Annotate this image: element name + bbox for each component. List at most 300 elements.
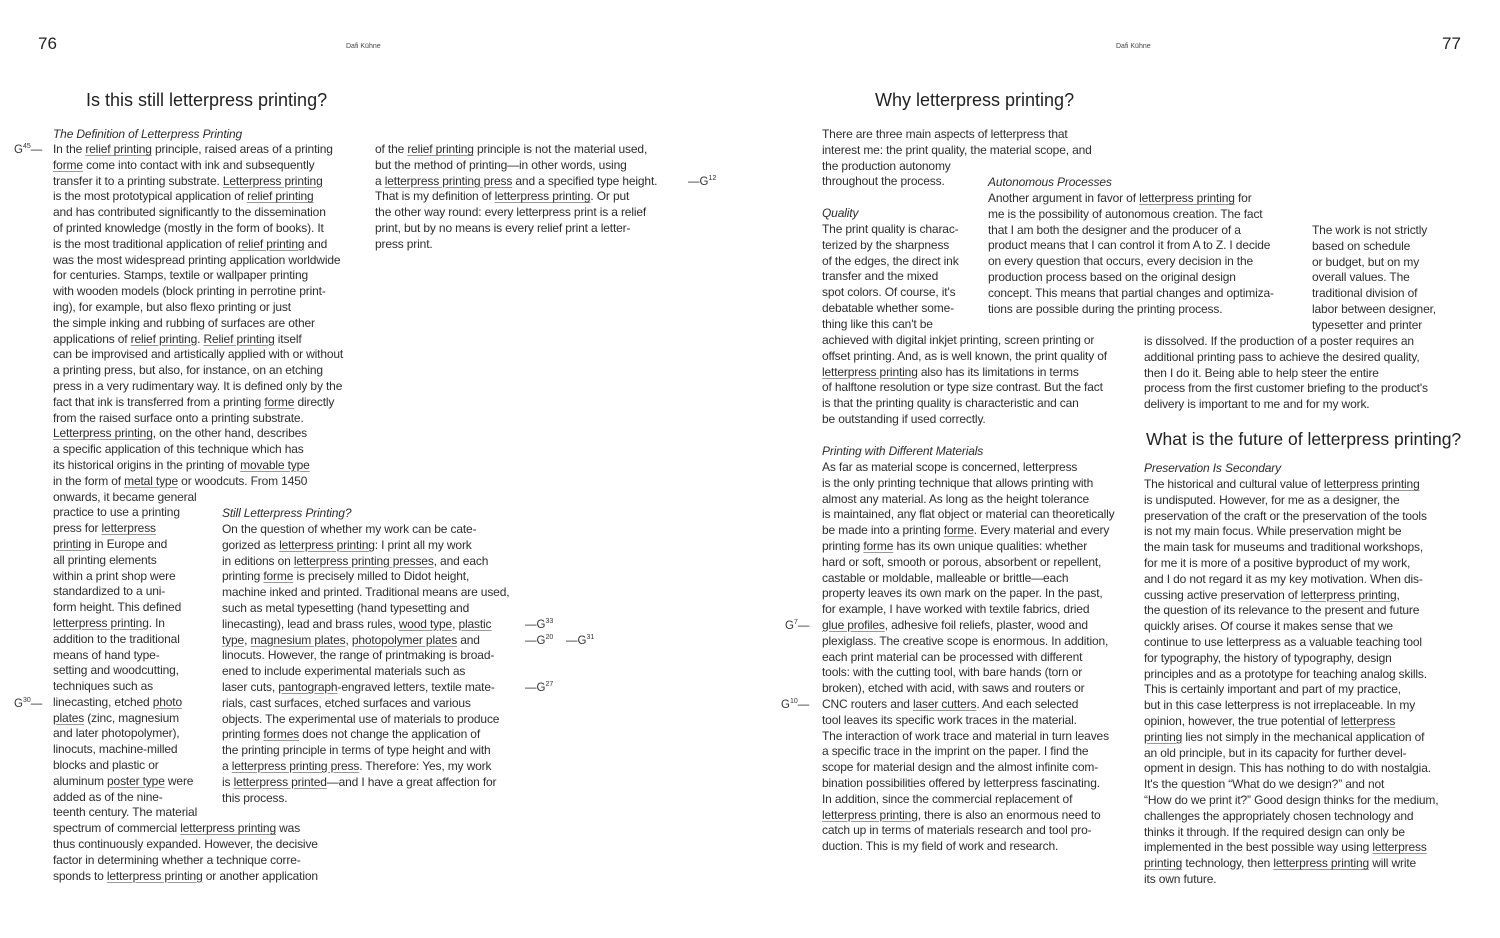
glossary-term-link[interactable]: forme [263,569,294,584]
text-run: is that the printing quality is characteristic and can [822,396,1079,411]
text-line [1144,366,1428,382]
text-line [1144,777,1438,793]
text-run: for example, I have worked with textile fabrics, dried [822,602,1090,617]
glossary-term-link[interactable]: pantograph [278,679,338,694]
text-run: additional printing pass to achieve the desired quality, [1144,349,1420,364]
text-line [1144,651,1438,667]
glossary-ref[interactable] [785,619,809,632]
glossary-ref-part: 27 [545,681,554,688]
heading-left: Is this still letterpress printing? [86,90,328,110]
text-run: press in a very rudimentary way. It is defined only by the [53,378,343,393]
glossary-ref-part: —G [688,176,709,188]
text-run: , [244,632,251,647]
text-run: principles and as a prototype for teaching analog skills. [1144,666,1427,681]
glossary-term-link[interactable]: poster type [107,773,165,788]
text-line [822,555,1114,571]
text-run: but the method of printing—in other words, using [375,157,627,172]
text-line [1144,493,1438,509]
text-line [1144,381,1428,397]
text-line [822,127,1092,143]
text-run: thus continuously expanded. However, the decisive [53,837,318,852]
text-line [822,507,1114,523]
text-line [53,458,343,474]
text-line [988,254,1274,270]
text-line [375,158,657,174]
text-block-autonomous [988,191,1274,317]
text-run: all printing elements [53,552,157,567]
text-line [822,365,1107,381]
glossary-ref-part: G [14,144,23,156]
text-line [53,221,343,237]
text-line [988,286,1274,302]
text-line [222,585,509,601]
text-line [822,634,1114,650]
text-run: typesetter and printer [1312,317,1423,332]
text-line [822,349,1107,365]
text-run: —and I have a great affection for [326,774,497,789]
text-run: lies not simply in the mechanical application of [1182,729,1425,744]
glossary-term-link[interactable]: letterpress [1340,713,1396,728]
text-line [822,222,959,238]
glossary-term-link[interactable]: letterpress printing [180,821,276,836]
text-run: . And each selected [976,696,1079,711]
text-run: It's the question “What do we design?” and not [1144,777,1385,792]
text-line [53,395,343,411]
page-number-left: 76 [38,34,57,53]
text-run: , there is also an enormous need to [917,807,1101,822]
text-line [822,254,959,270]
text-run: is precisely milled to Didot height, [293,569,470,584]
text-line [1312,286,1436,302]
text-run: traditional division of [1312,286,1418,301]
glossary-term-link[interactable]: forme [863,538,894,553]
glossary-term-link[interactable]: letterpress [1372,840,1427,855]
text-line [53,821,343,837]
text-line [1144,793,1438,809]
text-run: is the most prototypical application of [53,189,248,204]
text-run: within a print shop were [53,568,176,583]
text-run: directly [294,394,335,409]
glossary-term-link[interactable]: letterpress printing [494,189,591,204]
text-run: or another application [202,868,318,883]
text-run: of the edges, the direct ink [822,253,959,268]
text-block-work-cont [1144,334,1428,413]
text-line [822,285,959,301]
text-line [1312,318,1436,334]
text-run: . In [148,615,165,630]
text-line [822,539,1114,555]
text-line [1144,635,1438,651]
text-run: almost any material. As long as the height tolerance [822,491,1090,506]
text-line [822,650,1114,666]
text-run: “How do we print it?” Good design thinks for the medium, [1144,792,1439,807]
text-run: techniques such as [53,679,154,694]
text-line [822,460,1114,476]
text-run: . Every material and every [973,523,1110,538]
text-line [822,143,1092,159]
glossary-term-link[interactable]: movable type [240,457,310,472]
glossary-term-link[interactable]: relief printing [85,142,152,156]
glossary-term-link[interactable]: letterpress printing [1323,477,1420,491]
text-line [822,586,1114,602]
text-run: duction. This is my field of work and research. [822,839,1059,854]
text-run: property leaves its own mark on the paper. In the past, [822,586,1103,601]
text-line [822,697,1114,713]
glossary-term-link[interactable]: photo [152,694,183,709]
text-run: sponds to [53,868,107,883]
glossary-term-link[interactable]: forme [53,157,83,172]
text-run: opinion, however, the true potential of [1144,713,1341,728]
text-run: standardized to a uni- [53,584,166,599]
glossary-term-link[interactable]: relief printing [247,189,314,204]
text-run: On the question of whether my work can be cate- [222,522,477,536]
text-run: does not change the application of [299,727,481,742]
text-line [1144,840,1438,856]
text-run: on every question that occurs, every decision in the [988,254,1254,269]
text-line [222,712,509,728]
glossary-ref[interactable] [14,697,42,710]
text-run: for [1234,191,1252,205]
text-run: spot colors. Of course, it's [822,285,956,300]
text-run: press for [53,521,102,536]
text-run: gorized as [222,537,280,552]
glossary-term-link[interactable]: metal type [124,473,178,488]
glossary-term-link[interactable]: printing [1144,856,1183,871]
text-run: and [457,632,480,647]
running-head-right: Dafi Kühne [1116,43,1151,50]
text-line [375,237,657,253]
text-run: The interaction of work trace and material in turn leaves [822,728,1109,743]
subhead-materials: Printing with Different Materials [822,444,984,458]
text-line [822,823,1114,839]
text-line [822,729,1114,745]
glossary-ref[interactable] [525,634,553,647]
text-line [53,837,343,853]
text-line [988,238,1274,254]
text-run: is the only printing technique that allows printing with [822,475,1094,490]
text-line [1144,603,1438,619]
glossary-term-link[interactable]: letterpress printing [53,615,149,630]
text-run: printing [222,569,264,584]
glossary-ref[interactable] [566,634,594,647]
text-line [822,492,1114,508]
text-run: . Therefore: Yes, my work [359,758,492,773]
glossary-term-link[interactable]: plates [53,710,85,725]
text-run: In the [53,142,86,156]
subhead-autonomous: Autonomous Processes [988,175,1112,189]
text-run: linocuts, machine-milled [53,742,178,757]
text-line [53,205,343,221]
text-run: debatable whether some- [822,300,954,315]
text-line [222,601,509,617]
text-line [53,332,343,348]
text-run: a [222,758,232,773]
text-run: objects. The experimental use of materials to produce [222,711,500,726]
text-run: and [304,236,328,251]
text-run: that I am both the designer and the producer of a [988,222,1241,237]
text-run: factor in determining whether a technique corre- [53,852,301,867]
text-line [822,744,1114,760]
text-run: was the most widespread printing application worldwide [53,252,341,267]
glossary-term-link[interactable]: Relief printing [203,331,275,346]
glossary-term-link[interactable]: magnesium plates [250,632,346,647]
text-line [53,426,343,442]
text-run: , adhesive foil reliefs, plaster, wood and [884,617,1088,632]
text-run: with wooden models (block printing in perrotine print- [53,284,326,299]
text-run: in the form of [53,473,125,488]
text-line [53,189,343,205]
text-run: tool leaves its specific work traces in the material. [822,712,1077,727]
glossary-term-link[interactable]: letterpress printing [1139,191,1235,205]
text-line [53,237,343,253]
text-run: the printing principle in terms of type height and with [222,743,491,758]
glossary-ref-part: 12 [708,175,717,182]
text-run: aluminum [53,773,108,788]
text-run: , [1396,587,1400,602]
text-line [222,633,509,649]
text-run: onwards, it became general [53,489,197,504]
text-run: and has contributed significantly to the dissemination [53,205,326,220]
glossary-ref-part: G [14,698,23,710]
text-run: As far as material scope is concerned, letterpress [822,460,1078,474]
text-run: will write [1369,856,1417,871]
text-run: or budget, but on my [1312,254,1420,269]
text-run: The work is not strictly [1312,223,1428,237]
text-line [822,159,1092,175]
subhead-still: Still Letterpress Printing? [222,506,352,520]
text-line [1144,509,1438,525]
glossary-term-link[interactable]: letterpress printing press [231,758,360,773]
text-run: a specific trace in the imprint on the paper. I find the [822,744,1089,759]
text-block-materials [822,460,1114,855]
text-run: thing like this can't be [822,316,933,331]
text-run: . [197,331,204,346]
text-run: and I do not regard it as my key motivation. When dis- [1144,571,1423,586]
text-run: process from the first customer briefing to the product's [1144,381,1428,396]
glossary-ref[interactable] [525,681,553,694]
glossary-term-link[interactable]: photopolymer plates [351,632,458,647]
glossary-term-link[interactable]: forme [264,394,295,409]
text-line [1312,302,1436,318]
text-run: principle, raised areas of a printing [151,142,333,156]
text-run: the simple inking and rubbing of surfaces are other [53,315,315,330]
text-line [822,776,1114,792]
text-run: and a specified type height. [512,173,658,188]
glossary-ref[interactable] [14,143,42,156]
text-run: has its own unique qualities: whether [893,538,1088,553]
glossary-term-link[interactable]: relief printing [407,142,474,156]
text-line [222,759,509,775]
text-run: teenth century. The material [53,805,198,820]
glossary-term-link[interactable]: letterpress printing press [384,173,513,188]
text-run: fact that ink is transferred from a printing [53,394,265,409]
text-line [222,664,509,680]
text-run: product means that I can control it from A to Z. I decide [988,238,1271,253]
text-run: preservation of the craft or the preservation of the tools [1144,508,1427,523]
page-number-right: 77 [1442,34,1461,53]
text-line [53,158,343,174]
text-run: tools: with the cutting tool, with bare hands (torn or [822,665,1083,680]
text-line [53,490,343,506]
text-run: for typography, the history of typography, design [1144,650,1392,665]
text-line [53,379,343,395]
text-line [53,474,343,490]
glossary-term-link[interactable]: forme [943,523,974,538]
glossary-term-link[interactable]: letterpress printing [822,364,918,379]
text-run: were [164,773,194,788]
text-line [53,268,343,284]
text-run: delivery is important to me and for my work. [1144,397,1370,412]
glossary-term-link[interactable]: letterpress printed [233,774,327,789]
glossary-term-link[interactable]: letterpress printing [822,807,918,822]
text-line [53,253,343,269]
glossary-term-link[interactable]: printing [1144,729,1183,744]
glossary-term-link[interactable]: letterpress printing [106,868,203,883]
glossary-term-link[interactable]: letterpress printing [1273,856,1370,871]
text-run: from the raised surface onto a printing substrate. [53,410,304,425]
text-run: There are three main aspects of letterpress that [822,127,1068,141]
text-line [53,174,343,190]
glossary-ref-part: — [30,698,43,710]
glossary-term-link[interactable]: wood type [398,616,453,631]
running-head-left: Dafi Kühne [346,43,381,50]
text-run: is [222,774,234,789]
glossary-term-link[interactable]: letterpress printing [279,537,375,552]
text-line [822,317,959,333]
glossary-ref[interactable] [688,175,716,188]
text-run: hard or soft, smooth or porous, absorbent or repellent, [822,554,1102,569]
text-run: The print quality is charac- [822,222,959,236]
text-run: In addition, since the commercial replacement of [822,791,1073,806]
text-run: continue to use letterpress as a valuable teaching tool [1144,634,1422,649]
text-run: principle is not the material used, [473,142,648,156]
text-line [1312,255,1436,271]
text-run: Another argument in favor of [988,191,1140,205]
glossary-term-link[interactable]: laser cutters [912,696,977,711]
text-run: transfer it to a printing substrate. [53,173,223,188]
glossary-term-link[interactable]: glue profiles [822,617,885,632]
text-run: thinks it through. If the required design can only be [1144,824,1405,839]
text-run: The historical and cultural value of [1144,477,1324,491]
glossary-ref[interactable] [525,618,553,631]
text-line [53,300,343,316]
text-run: the other way round: every letterpress print is a relief [375,205,647,220]
text-run: press print. [375,236,433,251]
text-run: of the [375,142,408,156]
glossary-term-link[interactable]: letterpress [101,521,156,536]
text-line [822,792,1114,808]
glossary-term-link[interactable]: letterpress printing [1300,587,1397,602]
text-run: linecasting), lead and brass rules, [222,616,399,631]
text-line [1144,572,1438,588]
text-run: is undisputed. However, for me as a designer, the [1144,492,1400,507]
text-line [53,805,343,821]
text-line [822,301,959,317]
text-run: : I print all my work [374,537,472,552]
text-line [222,617,509,633]
text-line [222,538,509,554]
text-line [53,411,343,427]
text-run: its historical origins in the printing of [53,457,241,472]
text-line [822,713,1114,729]
text-run: is the most traditional application of [53,236,238,251]
text-line [988,270,1274,286]
text-run: each print material can be processed with different [822,649,1083,664]
glossary-term-link[interactable]: formes [263,727,300,742]
text-line [375,142,657,158]
text-run: me is the possibility of autonomous creation. The fact [988,206,1263,221]
text-run: scope for material design and the almost infinite com- [822,760,1099,775]
glossary-term-link[interactable]: relief printing [130,331,198,346]
text-run: or woodcuts. From 1450 [178,473,308,488]
glossary-ref[interactable] [781,698,809,711]
text-block-quality-cont [822,333,1107,428]
text-run: ing), for example, but also flexo printing or just [53,299,291,314]
text-run: (zinc, magnesium [84,710,179,725]
text-run: quickly arises. Of course it makes sense that we [1144,619,1393,634]
glossary-term-link[interactable]: printing [53,536,92,551]
text-line [822,333,1107,349]
text-line [53,442,343,458]
text-run: its own future. [1144,871,1217,886]
text-run: of halftone resolution or type size contrast. But the fact [822,380,1103,395]
glossary-term-link[interactable]: type [222,632,245,647]
subhead-definition: The Definition of Letterpress Printing [53,127,243,141]
text-line [1144,730,1438,746]
glossary-ref-part: 31 [586,634,595,641]
text-run: CNC routers and [822,696,913,711]
glossary-term-link[interactable]: letterpress printing presses [293,553,434,568]
text-run: form height. This defined [53,600,182,615]
text-line [53,347,343,363]
text-block-still [222,522,509,806]
text-line [1144,619,1438,635]
text-run: such as metal typesetting (hand typesetting and [222,600,470,615]
glossary-ref-part: —G [525,635,546,647]
text-run: plexiglass. The creative scope is enormous. In addition, [822,633,1109,648]
text-run: but in this case letterpress is not irreplaceable. In my [1144,698,1416,713]
text-run: terized by the sharpness [822,237,950,252]
text-run: the question of its relevance to the present and future [1144,603,1420,618]
text-line [822,380,1107,396]
text-line [1144,667,1438,683]
glossary-term-link[interactable]: relief printing [237,236,305,251]
text-run: -engraved letters, textile mate- [337,679,495,694]
text-line [53,853,343,869]
text-line [1144,350,1428,366]
text-line [988,302,1274,318]
text-run: can be improvised and artistically applied with or without [53,347,344,362]
text-run: transfer and the mixed [822,269,939,284]
text-line [822,681,1114,697]
text-run: linocuts. However, the range of printmaking is broad- [222,648,495,663]
text-run: , [452,616,459,631]
text-block-work [1312,223,1436,334]
text-run: is maintained, any flat object or material can theoretically [822,507,1115,522]
text-line [222,775,509,791]
text-line [1144,856,1438,872]
glossary-ref-part: G [785,620,794,632]
text-run: challenges the appropriately chosen technology and [1144,808,1414,823]
glossary-term-link[interactable]: plastic [458,616,492,631]
glossary-term-link[interactable]: Letterpress printing [222,173,323,188]
text-line [222,554,509,570]
text-line [822,523,1114,539]
text-line [1144,809,1438,825]
text-run: . Or put [590,189,630,204]
text-run: setting and woodcutting, [53,663,179,678]
glossary-term-link[interactable]: Letterpress printing [53,426,153,441]
